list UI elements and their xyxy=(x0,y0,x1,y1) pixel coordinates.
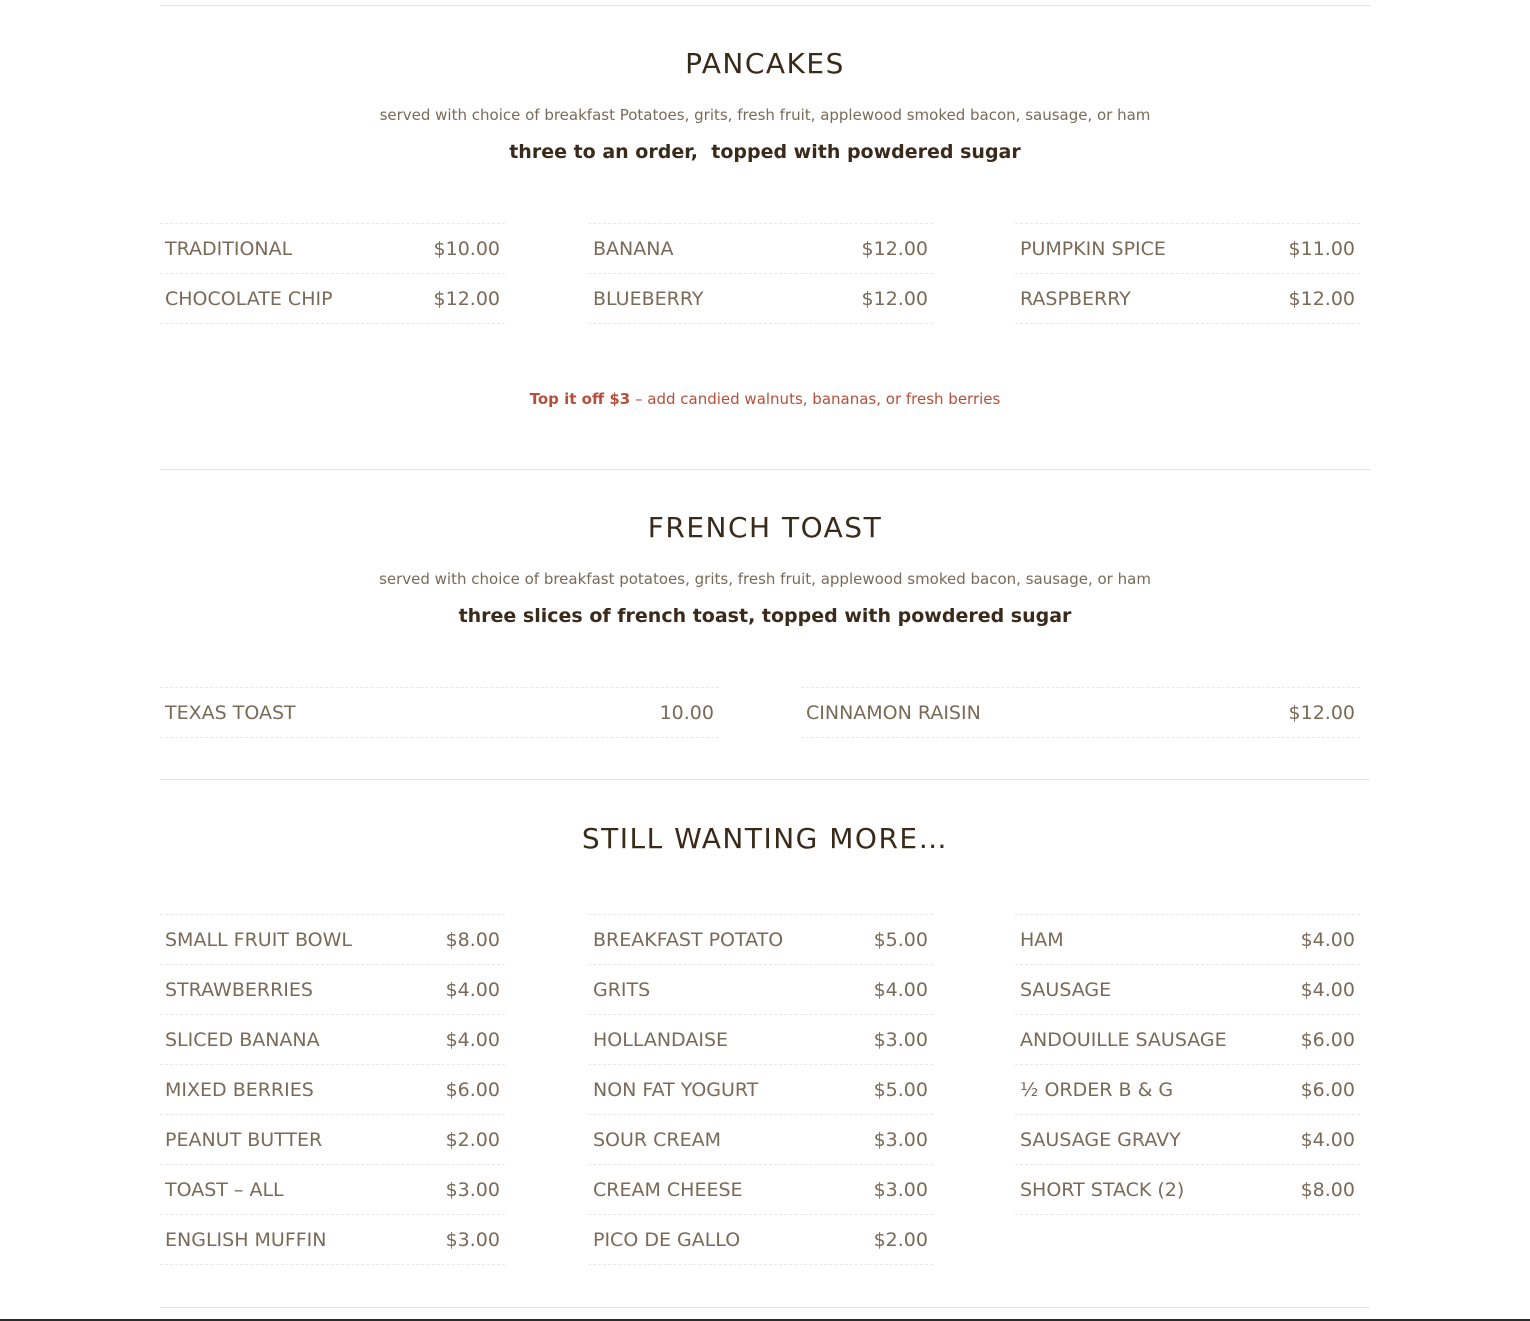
french-toast-subtitle: served with choice of breakfast potatoes, grits, fresh fruit, applewood smoked bacon, sausage, or ham xyxy=(379,570,1151,588)
menu-item-price: $4.00 xyxy=(1300,928,1355,951)
menu-item xyxy=(1015,1064,1360,1114)
menu-item xyxy=(588,1214,933,1265)
menu-item-name: BREAKFAST POTATO xyxy=(593,928,784,951)
menu-item xyxy=(801,687,1360,738)
menu-item xyxy=(588,1164,933,1214)
section-divider xyxy=(160,779,1370,780)
menu-item-name: NON FAT YOGURT xyxy=(593,1078,759,1101)
menu-item-price: $12.00 xyxy=(1288,701,1355,724)
menu-item-price: $12.00 xyxy=(861,237,928,260)
menu-item-price: $6.00 xyxy=(445,1078,500,1101)
menu-item xyxy=(160,273,505,324)
menu-item-name: ½ ORDER B & G xyxy=(1020,1078,1174,1101)
menu-item-price: $2.00 xyxy=(445,1128,500,1151)
menu-item xyxy=(1015,1164,1360,1215)
menu-item xyxy=(588,273,933,324)
menu-item xyxy=(1015,1114,1360,1164)
section-divider xyxy=(160,469,1370,470)
menu-item-price: $4.00 xyxy=(873,978,928,1001)
topoff-note-bold: Top it off $3 xyxy=(529,390,631,408)
menu-item xyxy=(160,964,505,1014)
menu-item xyxy=(1015,914,1360,964)
menu-item xyxy=(160,1214,505,1265)
menu-item-price: $6.00 xyxy=(1300,1028,1355,1051)
menu-item-price: $8.00 xyxy=(445,928,500,951)
menu-item-price: $5.00 xyxy=(873,928,928,951)
menu-item xyxy=(1015,223,1360,273)
menu-item xyxy=(160,914,505,964)
pancakes-column-3 xyxy=(1015,223,1360,324)
menu-item-price: $8.00 xyxy=(1300,1178,1355,1201)
more-column-2 xyxy=(588,914,933,1265)
more-title: STILL WANTING MORE… xyxy=(581,822,949,855)
pancakes-title: PANCAKES xyxy=(685,47,845,80)
menu-item-name: CHOCOLATE CHIP xyxy=(165,287,333,310)
menu-item xyxy=(588,1114,933,1164)
pancakes-note: three to an order, topped with powdered sugar xyxy=(509,141,1021,163)
menu-item-price: $12.00 xyxy=(1288,287,1355,310)
menu-item-name: TOAST – ALL xyxy=(165,1178,284,1201)
menu-item-price: $11.00 xyxy=(1288,237,1355,260)
menu-item xyxy=(588,964,933,1014)
menu-item-name: SHORT STACK (2) xyxy=(1020,1178,1185,1201)
menu-item-price: $12.00 xyxy=(433,287,500,310)
menu-item-name: HAM xyxy=(1020,928,1064,951)
menu-item-name: GRITS xyxy=(593,978,651,1001)
menu-item-name: CINNAMON RAISIN xyxy=(806,701,981,724)
menu-item-price: $3.00 xyxy=(873,1028,928,1051)
menu-item-name: SAUSAGE xyxy=(1020,978,1112,1001)
menu-item-name: SLICED BANANA xyxy=(165,1028,320,1051)
menu-item xyxy=(588,914,933,964)
menu-item xyxy=(160,223,505,273)
menu-item-price: $4.00 xyxy=(1300,978,1355,1001)
menu-item-name: BLUEBERRY xyxy=(593,287,704,310)
menu-item xyxy=(160,1014,505,1064)
menu-item-price: $2.00 xyxy=(873,1228,928,1251)
menu-item-name: STRAWBERRIES xyxy=(165,978,313,1001)
menu-item xyxy=(588,1014,933,1064)
menu-item-name: SMALL FRUIT BOWL xyxy=(165,928,352,951)
menu-item-name: PEANUT BUTTER xyxy=(165,1128,323,1151)
pancakes-column-2 xyxy=(588,223,933,324)
french-toast-column-2 xyxy=(801,687,1360,738)
pancakes-subtitle: served with choice of breakfast Potatoes, grits, fresh fruit, applewood smoked bacon, sausage, or ham xyxy=(379,106,1151,124)
menu-item xyxy=(160,1064,505,1114)
menu-item xyxy=(1015,1014,1360,1064)
menu-item-name: ANDOUILLE SAUSAGE xyxy=(1020,1028,1227,1051)
menu-item-price: $3.00 xyxy=(873,1178,928,1201)
menu-item-price: $4.00 xyxy=(1300,1128,1355,1151)
menu-item-price: $3.00 xyxy=(445,1178,500,1201)
menu-item-name: SAUSAGE GRAVY xyxy=(1020,1128,1181,1151)
menu-item-price: 10.00 xyxy=(659,701,714,724)
menu-item-name: RASPBERRY xyxy=(1020,287,1131,310)
menu-item-price: $6.00 xyxy=(1300,1078,1355,1101)
menu-item-price: $4.00 xyxy=(445,978,500,1001)
menu-item-price: $10.00 xyxy=(433,237,500,260)
french-toast-note: three slices of french toast, topped with powdered sugar xyxy=(458,605,1072,627)
menu-item-name: MIXED BERRIES xyxy=(165,1078,314,1101)
menu-item-name: PUMPKIN SPICE xyxy=(1020,237,1166,260)
menu-item-name: PICO DE GALLO xyxy=(593,1228,741,1251)
section-divider xyxy=(160,1307,1370,1308)
menu-item xyxy=(588,1064,933,1114)
menu-item xyxy=(160,687,719,738)
menu-item xyxy=(1015,964,1360,1014)
menu-item-name: BANANA xyxy=(593,237,674,260)
menu-item-name: SOUR CREAM xyxy=(593,1128,722,1151)
menu-item xyxy=(588,223,933,273)
menu-item-price: $4.00 xyxy=(445,1028,500,1051)
menu-item-name: CREAM CHEESE xyxy=(593,1178,743,1201)
menu-item xyxy=(160,1164,505,1214)
menu-item xyxy=(160,1114,505,1164)
menu-item-price: $3.00 xyxy=(445,1228,500,1251)
menu-item xyxy=(1015,273,1360,324)
menu-item-name: ENGLISH MUFFIN xyxy=(165,1228,327,1251)
menu-item-name: HOLLANDAISE xyxy=(593,1028,729,1051)
more-column-3 xyxy=(1015,914,1360,1215)
pancakes-column-1 xyxy=(160,223,505,324)
menu-item-name: TRADITIONAL xyxy=(165,237,293,260)
menu-item-name: TEXAS TOAST xyxy=(165,701,296,724)
topoff-note xyxy=(160,392,1370,407)
topoff-note-text: – add candied walnuts, bananas, or fresh berries xyxy=(630,390,1001,408)
menu-item-price: $5.00 xyxy=(873,1078,928,1101)
menu-item-price: $3.00 xyxy=(873,1128,928,1151)
section-divider xyxy=(160,5,1370,6)
french-toast-title: FRENCH TOAST xyxy=(647,511,883,544)
french-toast-column-1 xyxy=(160,687,719,738)
more-column-1 xyxy=(160,914,505,1265)
menu-item-price: $12.00 xyxy=(861,287,928,310)
